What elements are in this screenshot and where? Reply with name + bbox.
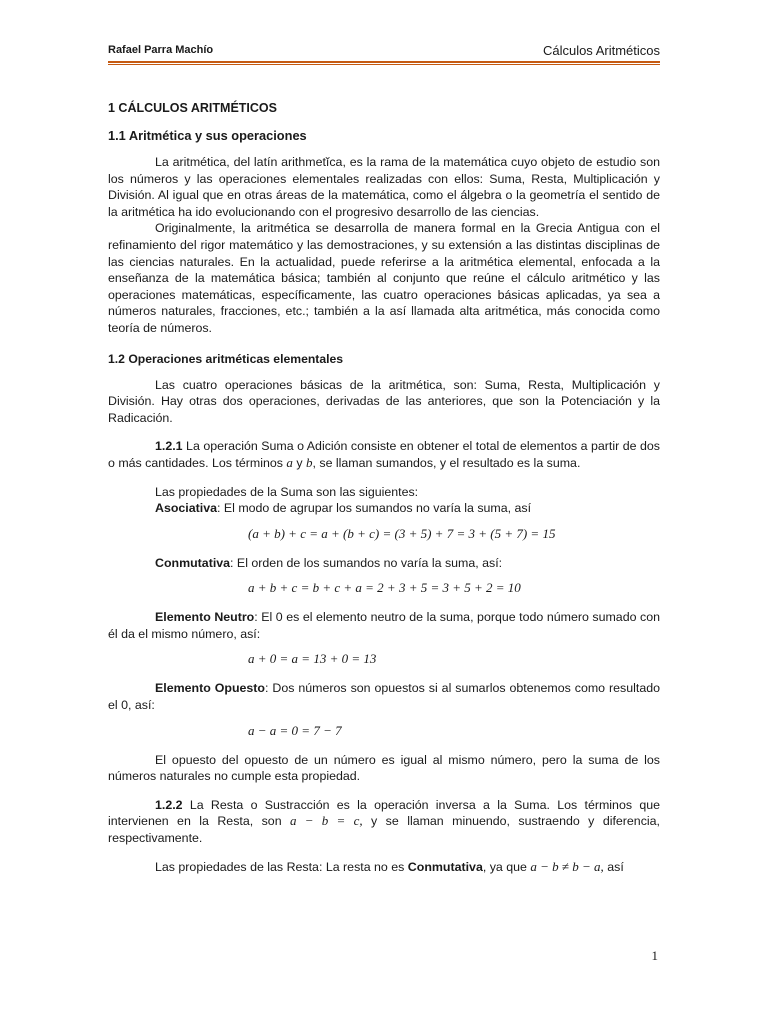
paragraph: Las cuatro operaciones básicas de la aritmética, son: Suma, Resta, Multiplicación y División. Hay otras dos operaciones, derivadas de las anteriores, que son la Potenciación y la Radicación. xyxy=(108,377,660,425)
formula-neutro: a + 0 = a = 13 + 0 = 13 xyxy=(248,651,377,667)
property-neutro: Elemento Neutro: El 0 es el elemento neutro de la suma, porque todo número sumado con él da el mismo número, así: xyxy=(108,610,660,641)
page-header xyxy=(108,40,660,62)
chapter-heading: 1 CÁLCULOS ARITMÉTICOS xyxy=(108,101,277,115)
paragraph-1-2-2: 1.2.2 La Resta o Sustracción es la operación inversa a la Suma. Los términos que intervienen en la Resta, son a − b = c, y se llaman minuendo, sustraendo y diferencia, respectivamente. xyxy=(108,797,660,846)
subsection-number: 1.2.1 xyxy=(155,439,183,454)
formula-opuesto: a − a = 0 = 7 − 7 xyxy=(248,722,342,738)
section-heading-1-2: 1.2 Operaciones aritméticas elementales xyxy=(108,351,344,366)
header-rule-thin xyxy=(108,64,660,65)
subsection-number: 1.2.2 xyxy=(155,797,183,812)
paragraph-resta-props: Las propiedades de las Resta: La resta no es Conmutativa, ya que a − b ≠ b − a, así xyxy=(155,858,624,874)
page-number: 1 xyxy=(651,948,658,963)
property-conmutativa: Conmutativa: El orden de los sumandos no varía la suma, así: xyxy=(155,555,503,570)
paragraph: El opuesto del opuesto de un número es igual al mismo número, pero la suma de los números naturales no cumple esta propiedad. xyxy=(108,752,660,784)
math-var: b xyxy=(305,454,313,470)
section-heading-1-1: 1.1 Aritmética y sus operaciones xyxy=(108,128,307,143)
property-asociativa: Asociativa: El modo de agrupar los sumandos no varía la suma, así xyxy=(155,501,532,516)
math-inline: a − b = c, xyxy=(290,813,363,829)
property-opuesto: Elemento Opuesto: Dos números son opuestos si al sumarlos obtenemos como resultado el 0, así: xyxy=(108,681,661,713)
math-var: a xyxy=(286,454,293,470)
paragraph: Originalmente, la aritmética se desarrolla de manera formal en la Grecia Antigua con el refinamiento del rigor matemático y las demostraciones, y su extensión a las distintas disciplinas de las ciencias naturales. En la actualidad, puede referirse a la aritmética elemental, enfocada a la enseñanza de la matemática básica; también al conjunto que reúne el cálculo aritmético y las operaciones matemáticas, específicamente, las cuatro operaciones básicas aplicadas, ya sea a números naturales, fracciones, etc.; también a la así llamada alta aritmética, más conocida como teoría de números. xyxy=(108,221,660,335)
header-rule xyxy=(108,61,660,63)
page-content xyxy=(108,100,660,875)
formula-conmutativa: a + b + c = b + c + a = 2 + 3 + 5 = 3 + 5 + 2 = 10 xyxy=(248,580,521,596)
math-inline: a − b ≠ b − a, xyxy=(530,858,604,874)
paragraph: La aritmética, del latín arithmetĭca, es la rama de la matemática cuyo objeto de estudio son los números y las operaciones elementales realizadas con ellos: Suma, Resta, Multiplicación y División. Al igual que en otras áreas de la matemática, como el álgebra o la geometría el sentido de la aritmética ha ido evolucionando con el progresivo desarrollo de las ciencias. xyxy=(108,155,660,219)
header-title: Cálculos Aritméticos xyxy=(542,43,660,58)
paragraph-1-2-1: 1.2.1 La operación Suma o Adición consiste en obtener el total de elementos a partir de dos o más cantidades. Los términos a y b, se llaman sumandos, y el resultado es la suma. xyxy=(108,439,660,470)
paragraph: Las propiedades de la Suma son las siguientes: xyxy=(155,484,419,499)
header-author: Rafael Parra Machío xyxy=(108,44,214,56)
formula-asociativa: (a + b) + c = a + (b + c) = (3 + 5) + 7 = 3 + (5 + 7) = 15 xyxy=(248,525,556,541)
